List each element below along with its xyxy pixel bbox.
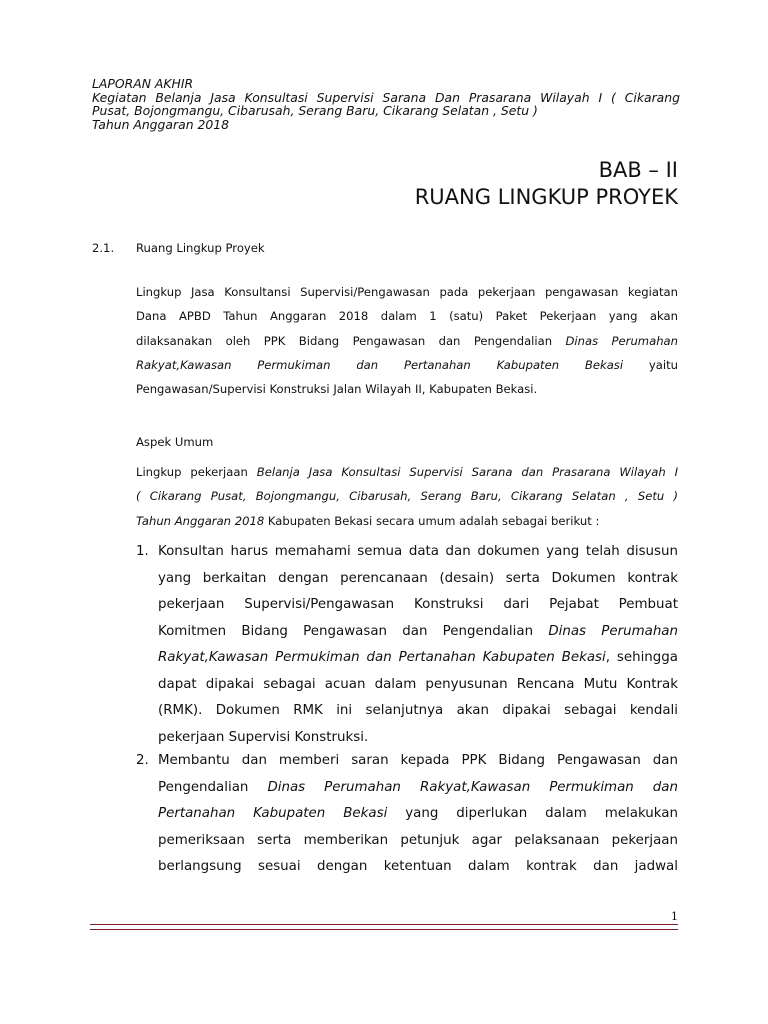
paragraph-line: Lingkup Jasa Konsultansi Supervisi/Pengawasan pada pekerjaan pengawasan kegiatan <box>136 285 678 299</box>
section-title: Ruang Lingkup Proyek <box>136 241 265 255</box>
list-line: Rakyat,Kawasan Permukiman dan Pertanahan Kabupaten Bekasi, sehingga <box>158 650 678 665</box>
list-line: Membantu dan memberi saran kepada PPK Bidang Pengawasan dan <box>158 753 678 768</box>
subheading-aspek-umum: Aspek Umum <box>136 435 214 449</box>
footer-rule-thin <box>90 929 678 930</box>
header-activity-line-1: Kegiatan Belanja Jasa Konsultasi Supervisi Sarana Dan Prasarana Wilayah I ( Cikarang <box>92 89 680 105</box>
paragraph-line: Rakyat,Kawasan Permukiman dan Pertanahan Kabupaten Bekasi yaitu <box>136 357 679 372</box>
list-line: berlangsung sesuai dengan ketentuan dalam kontrak dan jadwal <box>158 859 678 874</box>
list-number: 2. <box>136 753 149 768</box>
list-item-body <box>158 539 678 751</box>
scope-paragraph <box>136 280 678 401</box>
paragraph-line: Dana APBD Tahun Anggaran 2018 dalam 1 (satu) Paket Pekerjaan yang akan <box>136 309 678 324</box>
header-activity-line-2: Pusat, Bojongmangu, Cibarusah, Serang Baru, Cikarang Selatan , Setu ) <box>92 103 538 118</box>
list-line: pemeriksaan serta memberikan petunjuk agar pelaksanaan pekerjaan <box>158 832 678 848</box>
paragraph-line: Pengawasan/Supervisi Konstruksi Jalan Wilayah II, Kabupaten Bekasi. <box>136 382 538 397</box>
list-line: pekerjaan Supervisi Konstruksi. <box>158 729 369 745</box>
paragraph-line: ( Cikarang Pusat, Bojongmangu, Cibarusah, Serang Baru, Cikarang Selatan , Setu ) <box>136 489 678 504</box>
paragraph-line: Lingkup pekerjaan Belanja Jasa Konsultasi Supervisi Sarana dan Prasarana Wilayah I <box>136 465 679 479</box>
list-line: (RMK). Dokumen RMK ini selanjutnya akan dipakai sebagai kendali <box>158 703 678 718</box>
paragraph-line: dilaksanakan oleh PPK Bidang Pengawasan dan Pengendalian Dinas Perumahan <box>136 333 678 348</box>
page-number: 1 <box>671 910 678 923</box>
chapter-title: RUANG LINGKUP PROYEK <box>414 185 678 209</box>
footer-rule-thick <box>90 924 678 925</box>
list-number: 1. <box>136 544 149 559</box>
general-aspect-paragraph <box>136 460 678 533</box>
section-number: 2.1. <box>92 241 115 255</box>
chapter-number: BAB – II <box>598 158 678 182</box>
list-line: Komitmen Bidang Pengawasan dan Pengendalian Dinas Perumahan <box>158 623 678 639</box>
paragraph-line: Tahun Anggaran 2018 Kabupaten Bekasi secara umum adalah sebagai berikut : <box>136 513 600 528</box>
header-fiscal-year: Tahun Anggaran 2018 <box>92 116 230 132</box>
header-report-label: LAPORAN AKHIR <box>92 76 194 91</box>
list-line: pekerjaan Supervisi/Pengawasan Konstruksi dari Pejabat Pembuat <box>158 597 678 612</box>
list-line: Pertanahan Kabupaten Bekasi yang diperlukan dalam melakukan <box>158 806 678 821</box>
list-item-body <box>158 748 678 881</box>
list-line: Konsultan harus memahami semua data dan dokumen yang telah disusun <box>158 544 678 559</box>
list-line: Pengendalian Dinas Perumahan Rakyat,Kawasan Permukiman dan <box>158 779 679 795</box>
list-line: yang berkaitan dengan perencanaan (desain) serta Dokumen kontrak <box>158 570 678 586</box>
running-header <box>92 77 680 131</box>
list-line: dapat dipakai sebagai acuan dalam penyusunan Rencana Mutu Kontrak <box>158 676 678 692</box>
